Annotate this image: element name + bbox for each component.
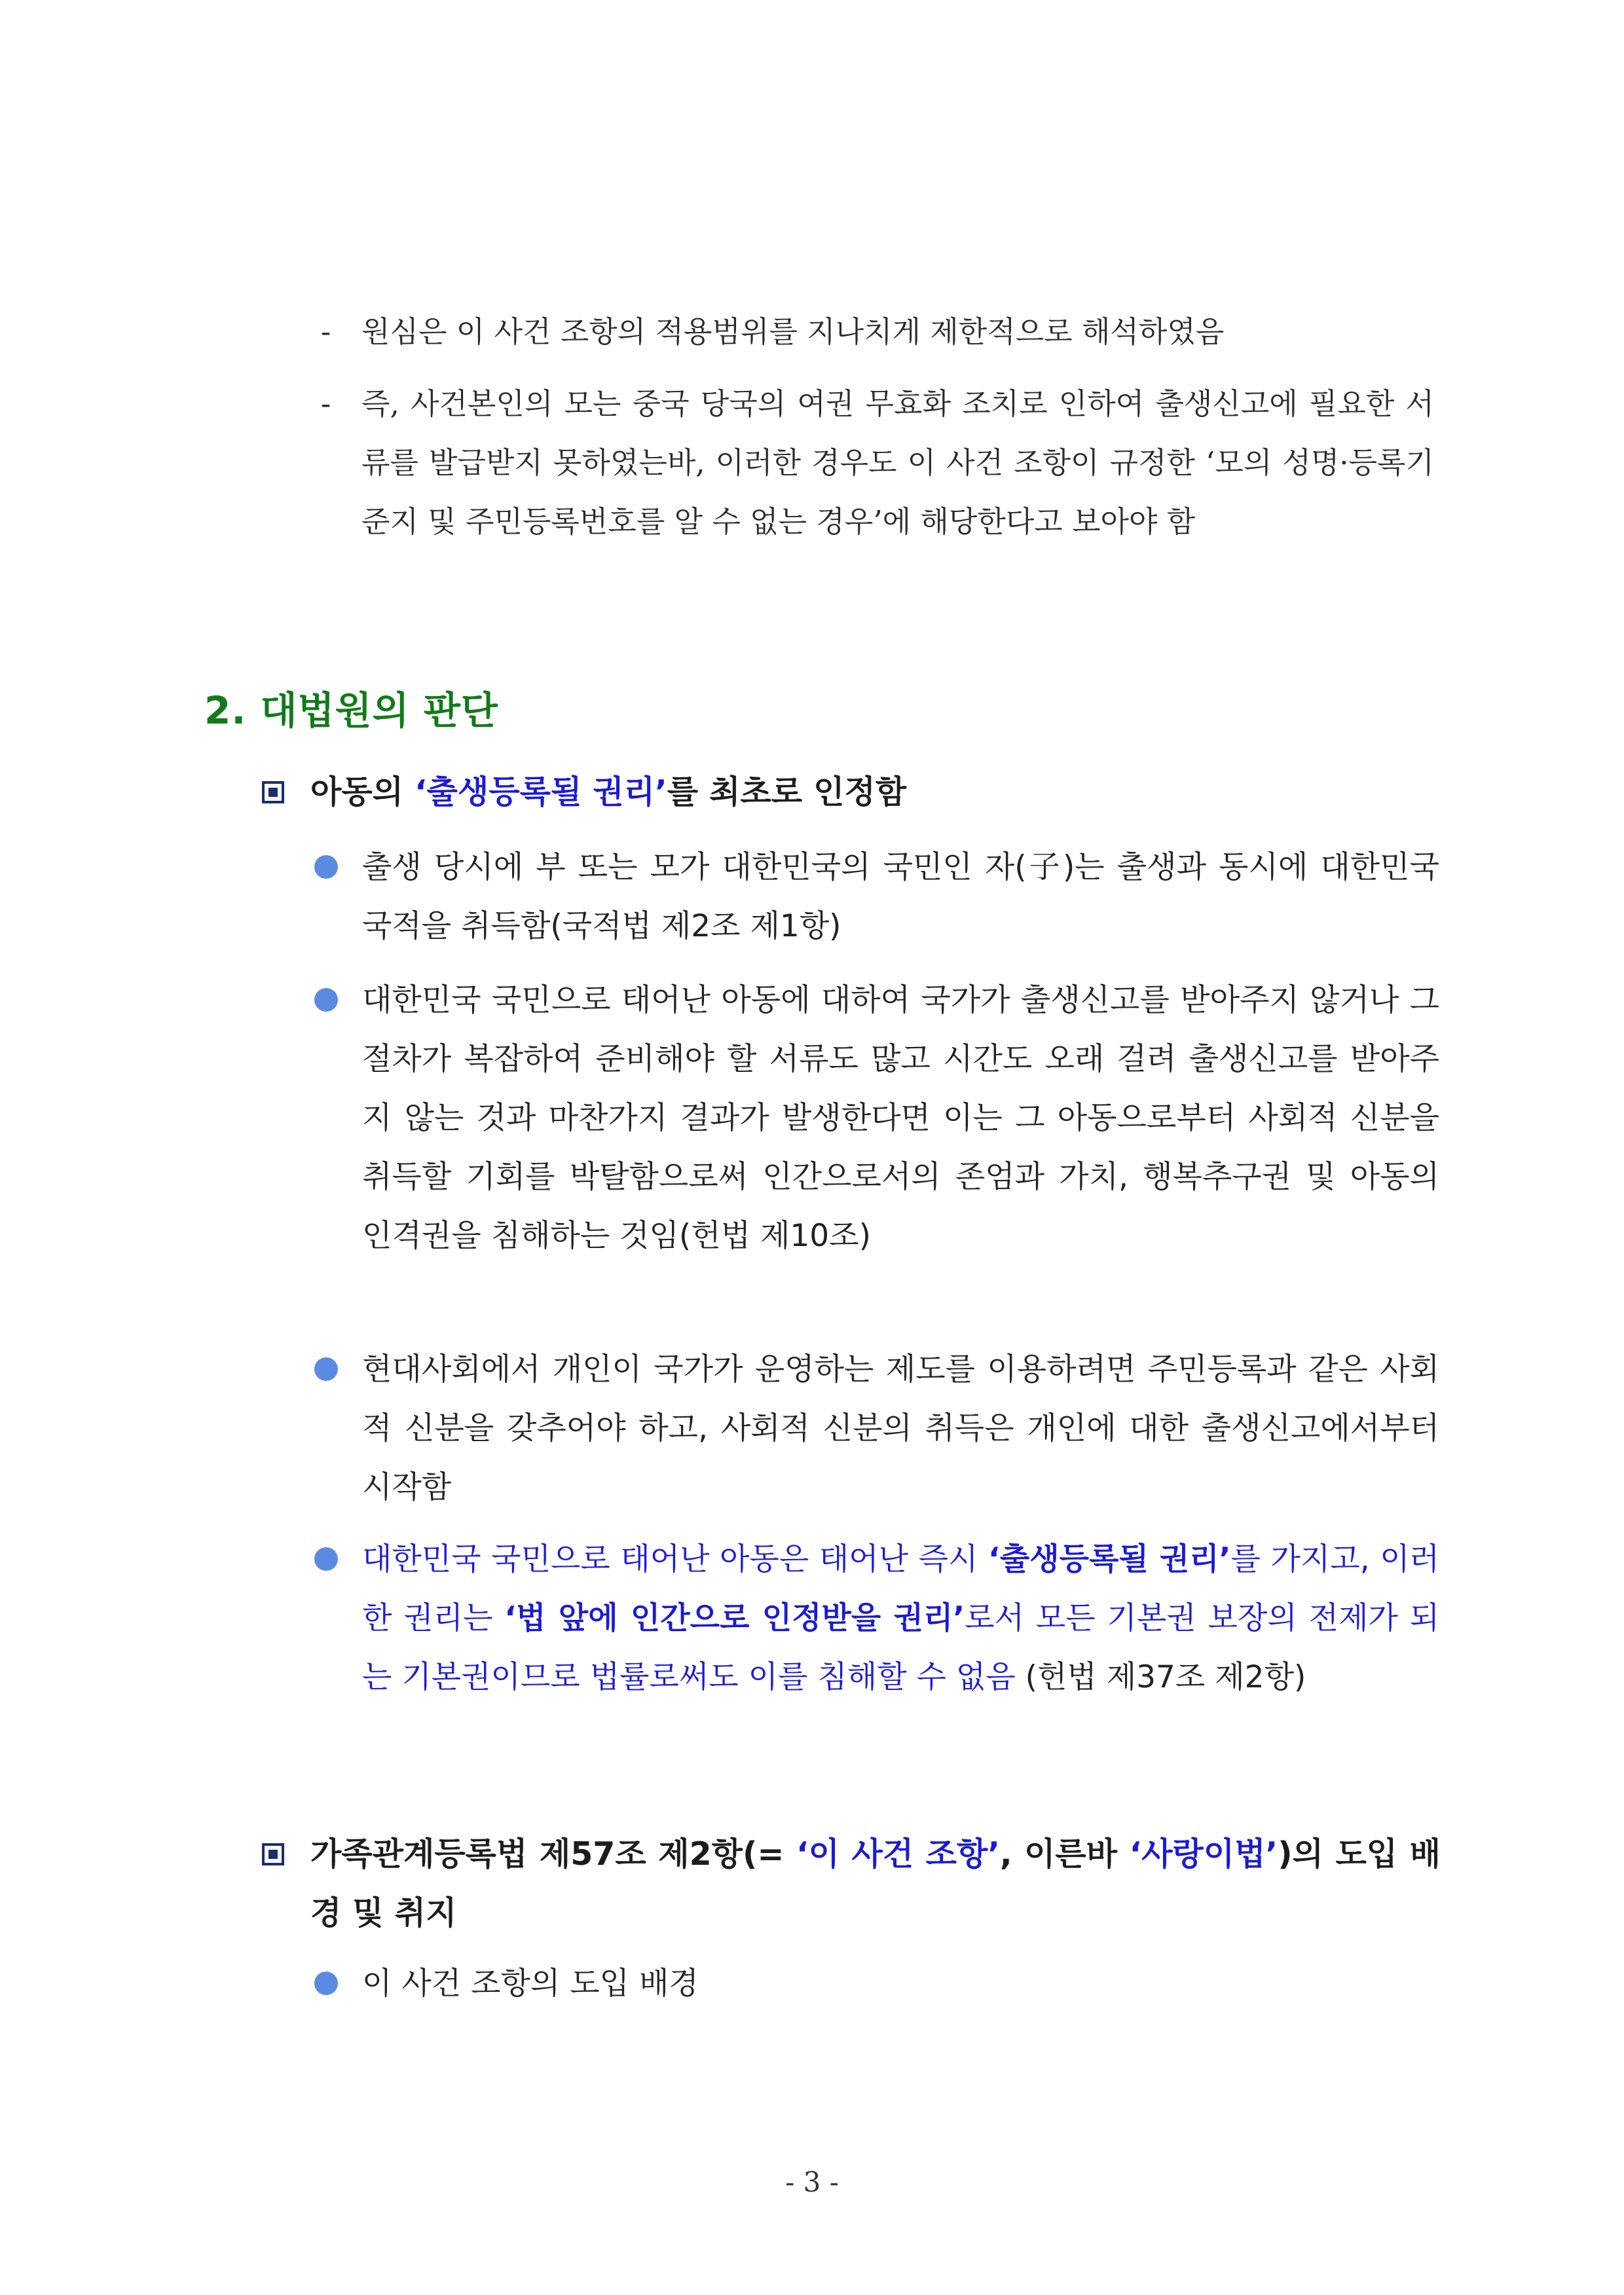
highlight-phrase: ‘출생등록될 권리’: [415, 773, 667, 811]
bullet-text: 대한민국 국민으로 태어난 아동에 대하여 국가가 출생신고를 받아주지 않거나 그 절차가 복잡하여 준비해야 할 서류도 많고 시간도 오래 걸려 출생신고를 받아주지 않는 것과 마찬가지 결과가 발생한다면 이는 그 아동으로부터 사회적 신분을 취득할 기회를 박탈함으로써 인간으로서의 존엄과 가치, 행복추구권 및 아동의 인격권을 침해하는 것임(헌법 제10조): [362, 982, 1439, 1254]
dash-icon: -: [321, 314, 331, 349]
bullet-item-4: [314, 1530, 1439, 1707]
intro-item-1: [321, 303, 1434, 361]
circle-bullet-icon: [314, 1547, 338, 1571]
highlight-phrase: ‘이 사건 조항’: [796, 1835, 1000, 1873]
bullet-text: 현대사회에서 개인이 국가가 운영하는 제도를 이용하려면 주민등록과 같은 사회적 신분을 갖추어야 하고, 사회적 신분의 취득은 개인에 대한 출생신고에서부터 시작함: [362, 1351, 1439, 1505]
circle-bullet-icon: [314, 988, 338, 1012]
bullet-item-3: [314, 1340, 1439, 1517]
circle-bullet-icon: [314, 1357, 338, 1381]
highlight-phrase: ‘사랑이법’: [1129, 1835, 1278, 1873]
bullet-item-5: [314, 1955, 1439, 2013]
box-heading-2: [262, 1825, 1441, 1943]
bullet-text: 대한민국 국민으로 태어난 아동은 태어난 즉시 ‘출생등록될 권리’를 가지고, 이러한 권리는 ‘법 앞에 인간으로 인정받을 권리’로서 모든 기본권 보장의 전제가 되는 기본권이므로 법률로써도 이를 침해할 수 없음 (헌법 제37조 제2항): [362, 1541, 1440, 1695]
bullet-text: 출생 당시에 부 또는 모가 대한민국의 국민인 자(子)는 출생과 동시에 대한민국 국적을 취득함(국적법 제2조 제1항): [362, 849, 1439, 944]
bullet-text: 이 사건 조항의 도입 배경: [362, 1966, 699, 2002]
section-title: 2. 대법원의 판단: [204, 688, 498, 733]
square-bullet-icon: [262, 1843, 284, 1865]
circle-bullet-icon: [314, 1972, 338, 1995]
bullet-item-1: [314, 838, 1439, 956]
box-heading-text: 아동의 ‘출생등록될 권리’를 최초로 인정함: [310, 773, 907, 811]
box-heading-text: 가족관계등록법 제57조 제2항(= ‘이 사건 조항’, 이른바 ‘사랑이법’)의 도입 배경 및 취지: [310, 1835, 1441, 1932]
highlight-phrase: ‘출생등록될 권리’: [988, 1541, 1231, 1577]
page-number: - 3 -: [785, 2166, 839, 2198]
box-heading-1: [262, 763, 1441, 822]
bullet-item-2: [314, 971, 1439, 1266]
intro-item-text: 원심은 이 사건 조항의 적용범위를 지나치게 제한적으로 해석하였음: [361, 314, 1225, 349]
dash-icon: -: [321, 386, 331, 421]
intro-item-text: 즉, 사건본인의 모는 중국 당국의 여권 무효화 조치로 인하여 출생신고에 필요한 서류를 발급받지 못하였는바, 이러한 경우도 이 사건 조항이 규정한 ‘모의 성명·등록기준지 및 주민등록번호를 알 수 없는 경우’에 해당한다고 보아야 함: [361, 386, 1434, 539]
intro-item-2: [321, 375, 1434, 551]
square-bullet-icon: [262, 781, 284, 803]
circle-bullet-icon: [314, 855, 338, 879]
highlight-phrase: ‘법 앞에 인간으로 인정받을 권리’: [504, 1600, 965, 1636]
